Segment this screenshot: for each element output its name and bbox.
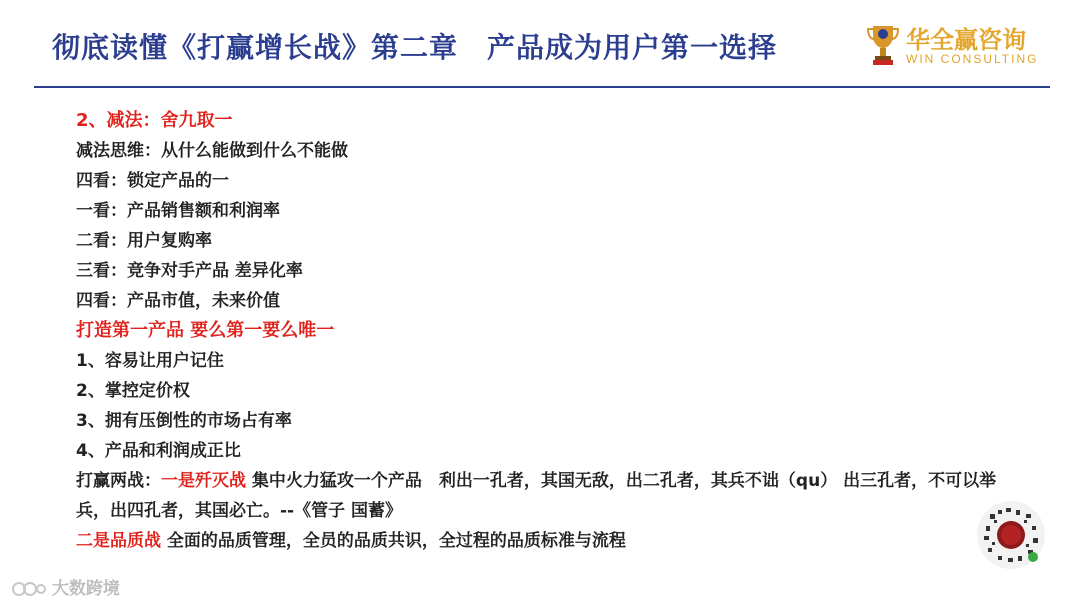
battle-prefix: 打赢两战： [76, 471, 161, 491]
qr-code-icon [976, 500, 1046, 570]
battle-first [76, 466, 1006, 526]
section-heading: 2、减法：舍九取一 [76, 110, 233, 131]
watermark-text: 大数跨境 [51, 579, 120, 599]
title-divider [34, 86, 1050, 88]
company-logo [866, 20, 1046, 70]
logo-chinese-name: 华全赢咨询 [906, 25, 1026, 54]
trophy-icon [866, 22, 900, 68]
numbered-item: 2、掌控定价权 [76, 381, 190, 401]
slide-content [76, 106, 1006, 556]
text-line: 一看：产品销售额和利润率 [76, 201, 280, 221]
watermark [10, 574, 120, 599]
watermark-logo-icon [10, 579, 46, 599]
battle-second [76, 526, 1006, 556]
numbered-item: 1、容易让用户记住 [76, 351, 224, 371]
battle-second-text: 全面的品质管理，全员的品质共识，全过程的品质标准与流程 [161, 531, 626, 551]
numbered-item: 3、拥有压倒性的市场占有率 [76, 411, 292, 431]
text-line: 减法思维：从什么能做到什么不能做 [76, 141, 348, 161]
logo-english-name: WIN CONSULTING [906, 52, 1039, 66]
battle-second-label: 二是品质战 [76, 531, 161, 551]
battle-first-text: 集中火力猛攻一个产品 利出一孔者，其国无敌，出二孔者，其兵不诎（qu） 出三孔者，不可以举兵，出四孔者，其国必亡。--《管子 国蓄》 [76, 471, 997, 521]
numbered-item: 4、产品和利润成正比 [76, 441, 241, 461]
text-line: 四看：产品市值，未来价值 [76, 291, 280, 311]
text-line: 二看：用户复购率 [76, 231, 212, 251]
slide-title: 彻底读懂《打赢增长战》第二章 产品成为用户第一选择 [52, 31, 778, 64]
text-line: 三看：竞争对手产品 差异化率 [76, 261, 303, 281]
subheading: 打造第一产品 要么第一要么唯一 [76, 320, 335, 341]
text-line: 四看：锁定产品的一 [76, 171, 229, 191]
battle-first-label: 一是歼灭战 [161, 471, 246, 491]
